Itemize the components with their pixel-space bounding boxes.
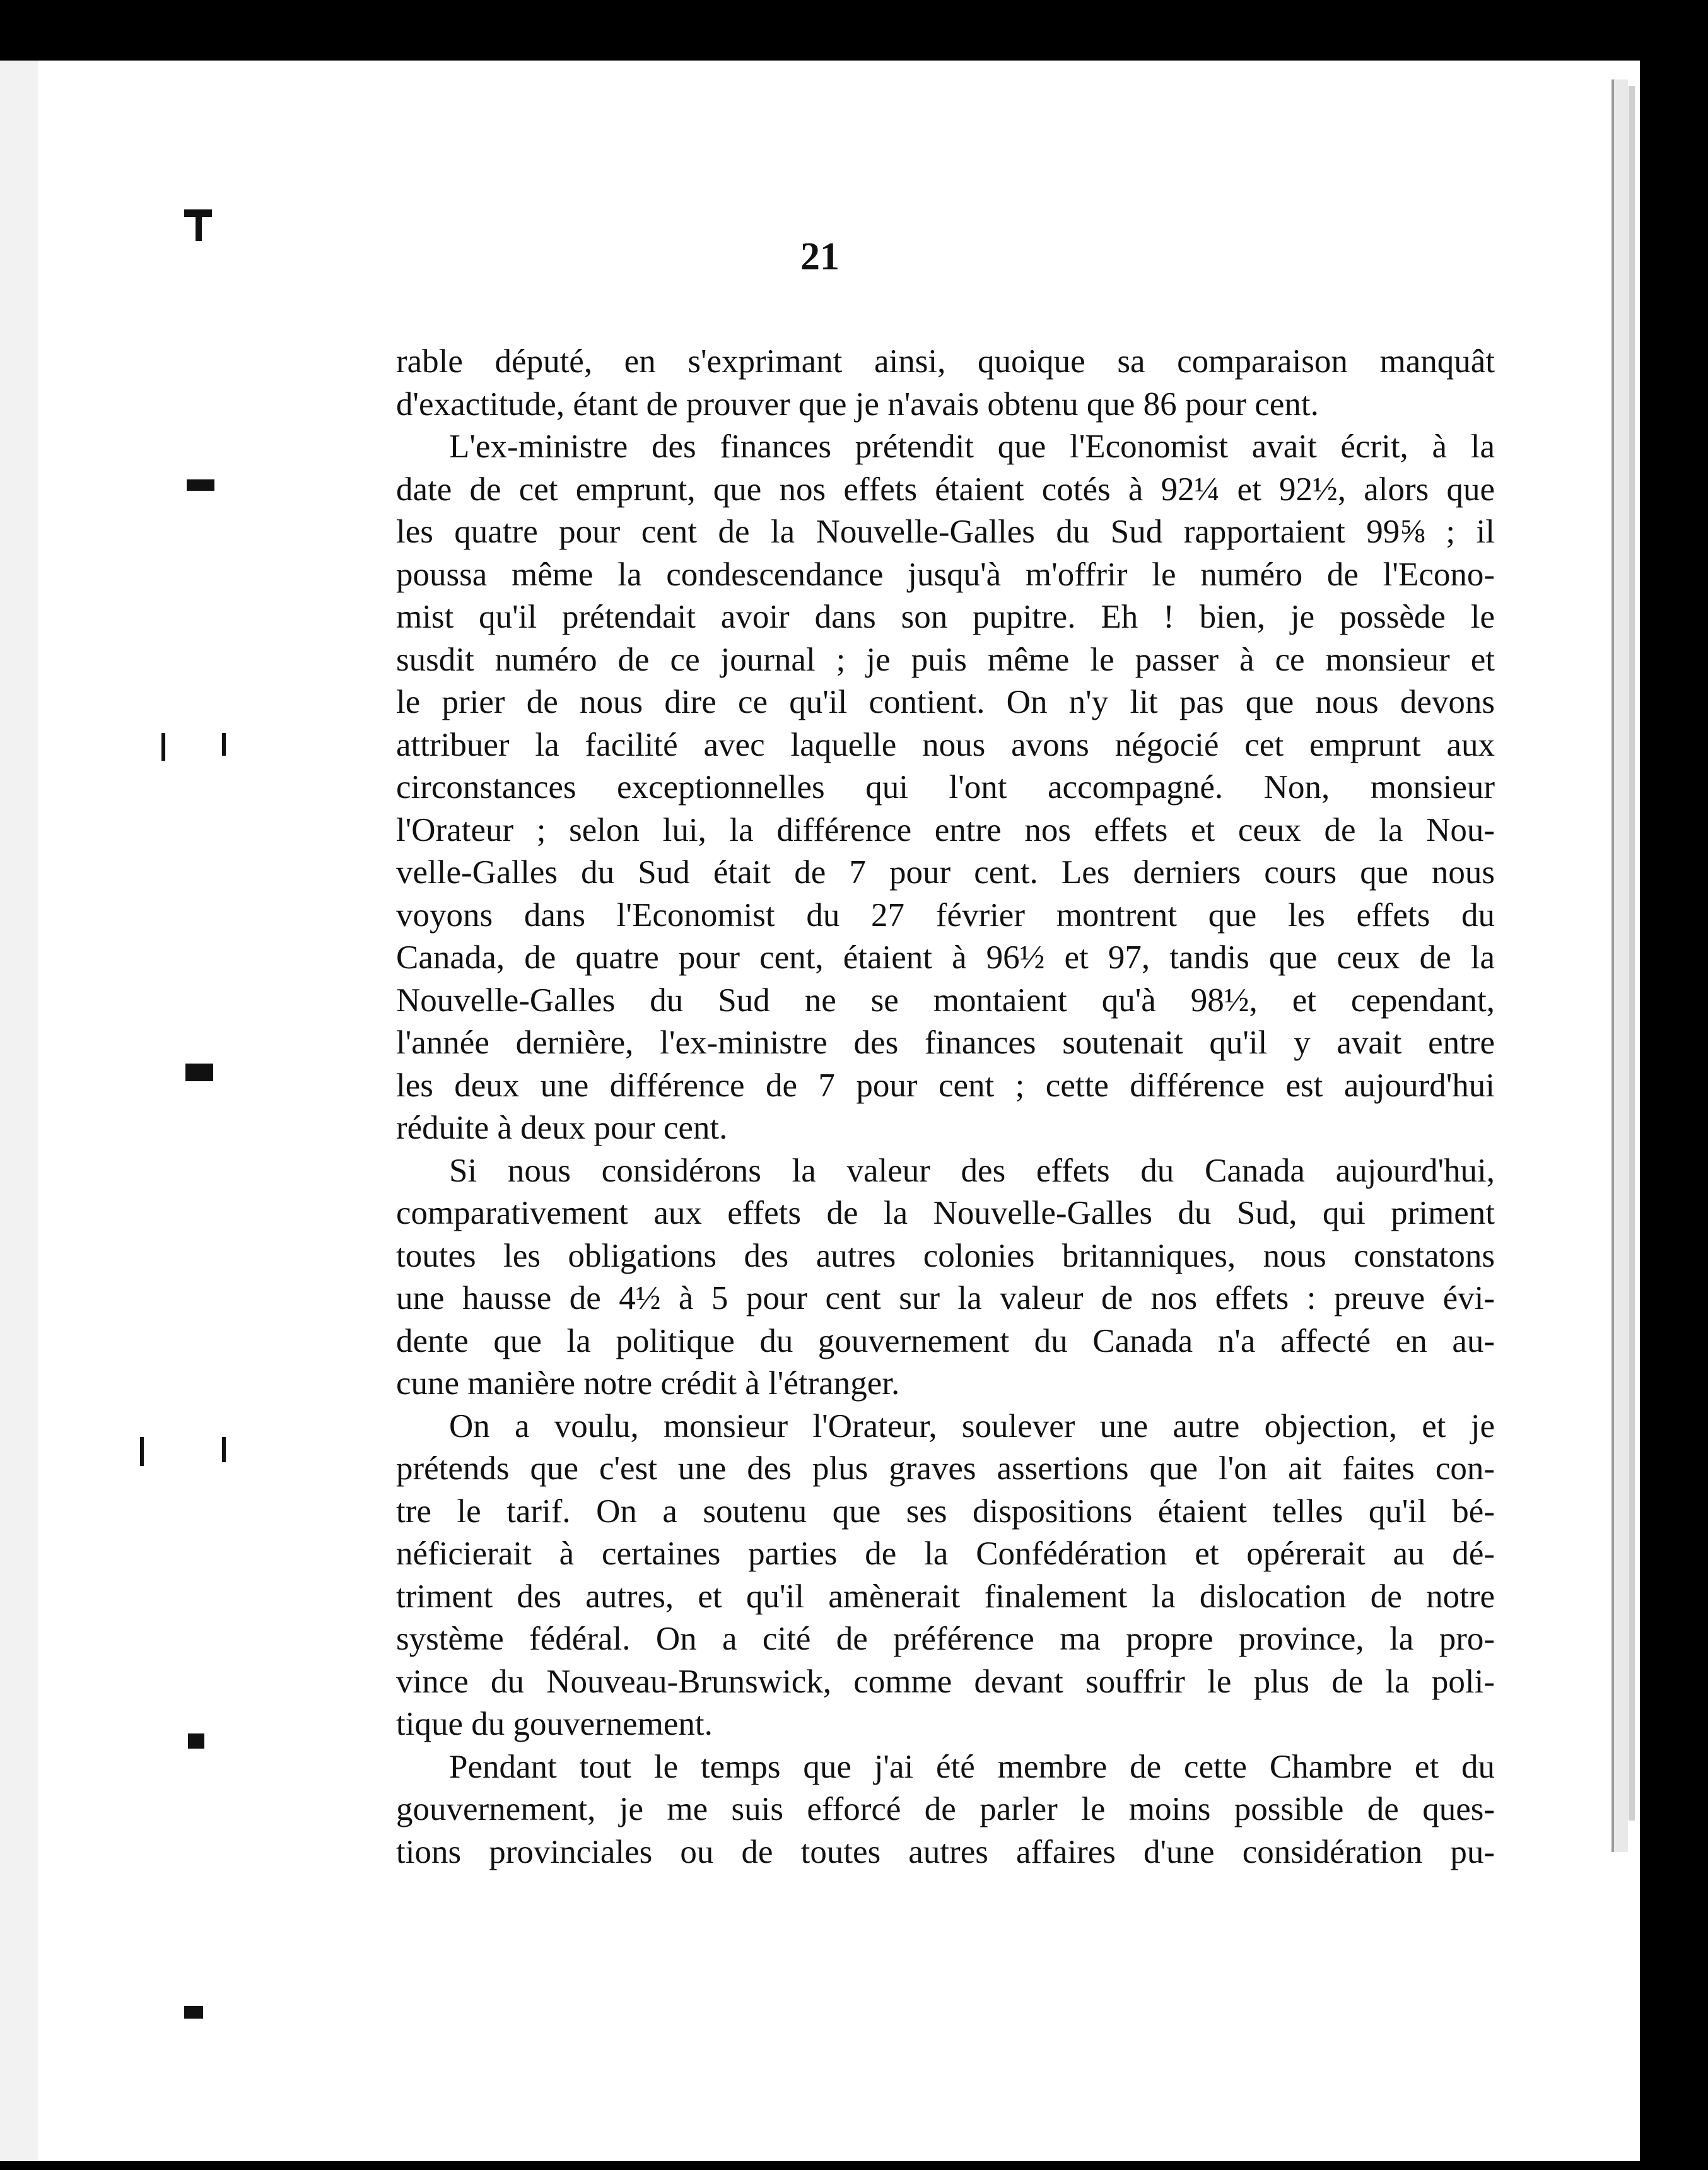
text-line: d'exactitude, étant de prouver que je n'avais obtenu que 86 pour cent. [396, 385, 1319, 423]
text-line: Nouvelle-Galles du Sud ne se montaient qu'à 98½, et cependant, [396, 982, 1495, 1019]
text-line: On a voulu, monsieur l'Orateur, soulever une autre objection, et je [449, 1407, 1495, 1445]
margin-mark [161, 733, 165, 761]
text-line: Si nous considérons la valeur des effets du Canada aujourd'hui, [449, 1152, 1495, 1189]
text-line: mist qu'il prétendait avoir dans son pupitre. Eh ! bien, je possède le [396, 599, 1495, 635]
text-line: système fédéral. On a cité de préférence ma propre province, la pro- [396, 1621, 1495, 1657]
text-line: tions provinciales ou de toutes autres affaires d'une considération pu- [396, 1833, 1495, 1870]
margin-mark [222, 733, 226, 756]
body-text [396, 341, 1495, 1874]
text-line: prétends que c'est une des plus graves assertions que l'on ait faites con- [396, 1450, 1495, 1487]
text-line: néficierait à certaines parties de la Confédération et opérerait au dé- [396, 1535, 1495, 1572]
text-line: tre le tarif. On a soutenu que ses dispositions étaient telles qu'il bé- [396, 1493, 1495, 1530]
text-line: tique du gouvernement. [396, 1706, 713, 1742]
text-line: comparativement aux effets de la Nouvelle-Galles du Sud, qui priment [396, 1195, 1495, 1231]
margin-mark [185, 1064, 213, 1081]
margin-mark [222, 1437, 226, 1462]
text-line: toutes les obligations des autres colonies britanniques, nous constatons [396, 1237, 1495, 1274]
text-line: une hausse de 4½ à 5 pour cent sur la valeur de nos effets : preuve évi- [396, 1280, 1495, 1317]
text-line: gouvernement, je me suis efforcé de parler le moins possible de ques- [396, 1791, 1495, 1827]
text-line: circonstances exceptionnelles qui l'ont accompagné. Non, monsieur [396, 769, 1495, 806]
margin-mark [184, 2006, 203, 2019]
text-line: cune manière notre crédit à l'étranger. [396, 1365, 900, 1402]
text-line: vince du Nouveau-Brunswick, comme devant souffrir le plus de la poli- [396, 1663, 1495, 1700]
text-line: susdit numéro de ce journal ; je puis même le passer à ce monsieur et [396, 641, 1495, 678]
text-line: L'ex-ministre des finances prétendit que l'Economist avait écrit, à la [449, 428, 1495, 465]
text-line: dente que la politique du gouvernement du Canada n'a affecté en au- [396, 1322, 1495, 1359]
page-gutter [0, 61, 38, 2161]
margin-mark [140, 1437, 144, 1466]
page-number: 21 [800, 235, 839, 278]
page-edge-shadow [1629, 86, 1635, 1821]
text-line: les quatre pour cent de la Nouvelle-Galles du Sud rapportaient 99⅝ ; il [396, 513, 1495, 550]
text-line: l'année dernière, l'ex-ministre des finances soutenait qu'il y avait entre [396, 1024, 1495, 1061]
text-line: rable député, en s'exprimant ainsi, quoique sa comparaison manquât [396, 343, 1495, 380]
text-line: velle-Galles du Sud était de 7 pour cent. Les derniers cours que nous [396, 854, 1495, 891]
text-line: voyons dans l'Economist du 27 février montrent que les effets du [396, 896, 1495, 934]
scanned-page [0, 61, 1640, 2161]
text-line: le prier de nous dire ce qu'il contient. On n'y lit pas que nous devons [396, 684, 1495, 720]
text-line: date de cet emprunt, que nos effets étaient cotés à 92¼ et 92½, alors que [396, 471, 1495, 508]
text-line: poussa même la condescendance jusqu'à m'offrir le numéro de l'Econo- [396, 556, 1495, 593]
text-line: attribuer la facilité avec laquelle nous avons négocié cet emprunt aux [396, 726, 1495, 763]
text-line: l'Orateur ; selon lui, la différence entre nos effets et ceux de la Nou- [396, 811, 1495, 848]
text-line: triment des autres, et qu'il amènerait finalement la dislocation de notre [396, 1578, 1495, 1615]
margin-mark [187, 479, 214, 491]
text-line: Pendant tout le temps que j'ai été membre de cette Chambre et du [449, 1748, 1495, 1785]
page-edge [1611, 79, 1628, 1852]
text-line: Canada, de quatre pour cent, étaient à 96½ et 97, tandis que ceux de la [396, 939, 1495, 976]
text-line: réduite à deux pour cent. [396, 1110, 728, 1146]
margin-mark [188, 1733, 204, 1749]
text-line: les deux une différence de 7 pour cent ; cette différence est aujourd'hui [396, 1067, 1495, 1104]
